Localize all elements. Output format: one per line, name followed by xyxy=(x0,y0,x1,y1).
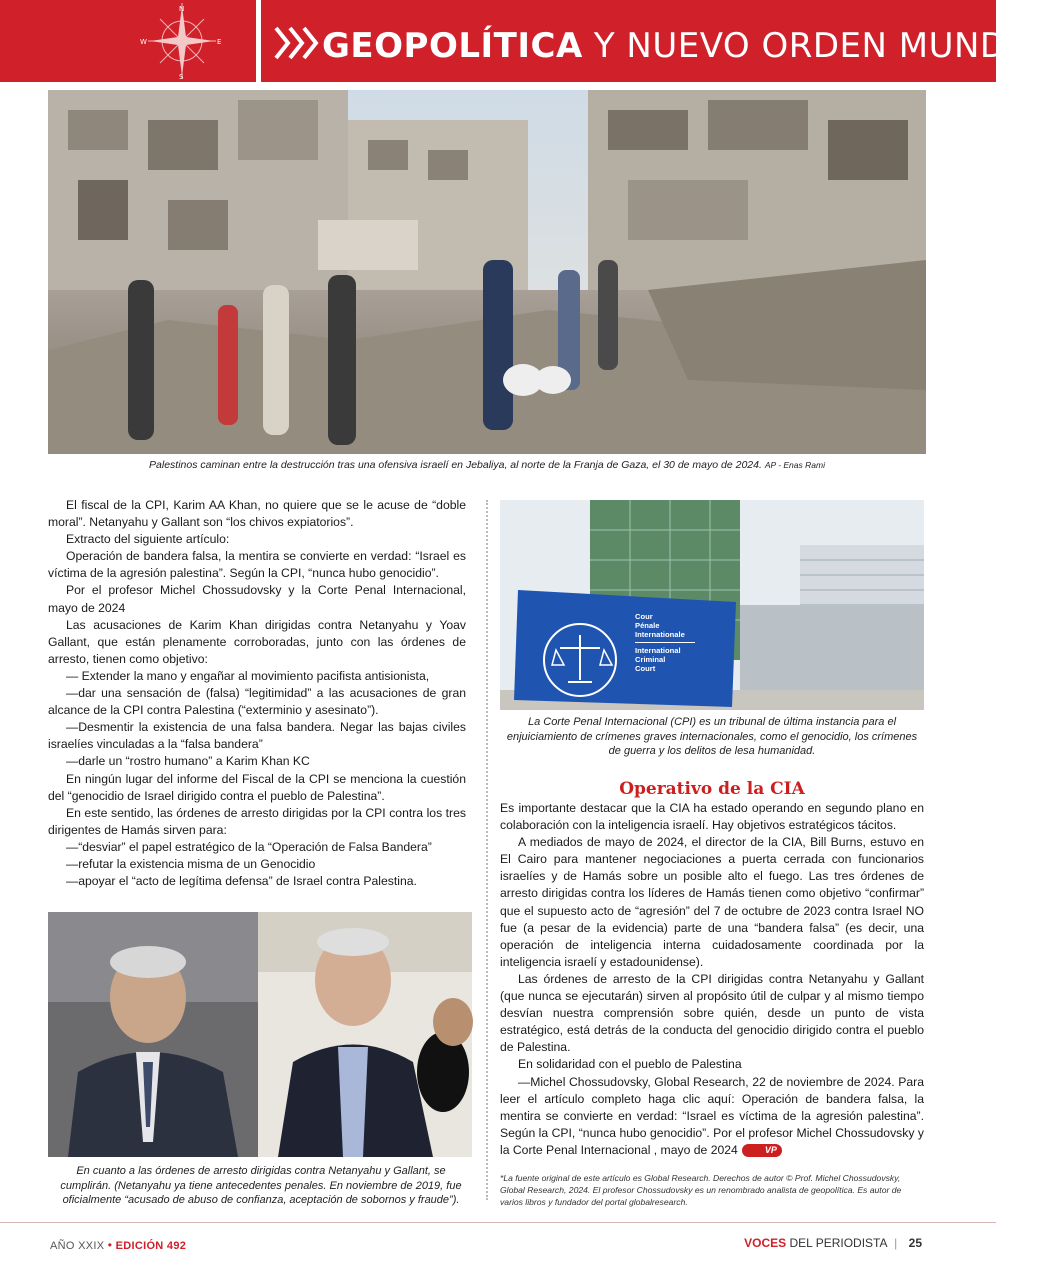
column-divider xyxy=(486,500,488,1200)
paragraph: Las órdenes de arresto de la CPI dirigidas contra Netanyahu y Gallant (que nunca se ejecutarán) sirven al propósito útil de culpar y al mismo tiempo desvían nuestra comprensión sobre quién, desde un punto de vista estratégico, está detrás de la conducta del genocidio dirigido contra el pueblo de Palestina. xyxy=(500,971,924,1055)
left-column-text xyxy=(48,497,466,890)
leaders-photo-caption: En cuanto a las órdenes de arresto dirigidas contra Netanyahu y Gallant, se cumplirán. (Netanyahu ya tiene antecedentes penales. En noviembre de 2019, fue oficialmente “acusado de abuso de confianza, aceptación de sobornos y fraude”). xyxy=(60,1165,462,1206)
page-header xyxy=(0,0,1060,82)
compass-letter-s: S xyxy=(179,73,184,81)
paragraph: En este sentido, las órdenes de arresto dirigidas por la CPI contra los tres dirigentes de Hamás sirven para: xyxy=(48,805,466,837)
icc-photo-caption: La Corte Penal Internacional (CPI) es un tribunal de última instancia para el enjuiciamiento de crímenes graves internacionales, como el genocidio, los crímenes de guerra y los delitos de lesa humanidad. xyxy=(506,716,918,757)
section-header-title xyxy=(322,22,1060,69)
footer-edition xyxy=(50,1238,186,1252)
section-heading-cia: Operativo de la CIA xyxy=(619,779,805,799)
icc-sign-line: Internationale xyxy=(635,630,685,639)
chevrons-icon xyxy=(274,26,322,60)
compass-letter-n: N xyxy=(179,5,185,13)
icc-sign-line: Pénale xyxy=(635,621,660,630)
footer-publication xyxy=(744,1236,922,1250)
paragraph: Por el profesor Michel Chossudovsky y la Corte Penal Internacional, mayo de 2024 xyxy=(48,583,466,615)
footer-rule xyxy=(0,1222,996,1223)
paragraph: Es importante destacar que la CIA ha estado operando en segundo plano en colaboración con la inteligencia israelí. Hay objetivos estratégicos tácitos. xyxy=(500,801,924,833)
page-number: 25 xyxy=(908,1236,922,1250)
source-footnote: *La fuente original de este artículo es Global Research. Derechos de autor © Prof. Michel Chossudovsky, Global Research, 2024. El profesor Chossudovsky es un renombrado analista de geopolítica. Es autor de varios libros y fundador del portal globalresearch. xyxy=(500,1173,902,1207)
compass-rose-icon xyxy=(0,0,258,82)
paragraph: —dar una sensación de (falsa) “legitimidad” a las acusaciones de gran alcance de la CPI contra Palestina (“exterminio y asesinato”). xyxy=(48,686,466,718)
footer-brand-rest: DEL PERIODISTA xyxy=(789,1236,887,1250)
footer-brand: VOCES xyxy=(744,1236,787,1250)
main-photo-caption-text: Palestinos caminan entre la destrucción tras una ofensiva israelí en Jebaliya, al norte de la Franja de Gaza, el 30 de mayo de 2024. xyxy=(149,459,762,471)
header-title-light: Y NUEVO ORDEN MUNDIAL xyxy=(593,26,1060,66)
paragraph: —“desviar” el papel estratégico de la “Operación de Falsa Bandera” xyxy=(66,839,432,854)
paragraph: —refutar la existencia misma de un Genocidio xyxy=(66,856,316,871)
icc-sign-line: Criminal xyxy=(635,655,666,664)
main-photo-caption xyxy=(48,459,926,471)
right-column-text xyxy=(500,800,924,1159)
paragraph: —apoyar el “acto de legítima defensa” de Israel contra Palestina. xyxy=(66,874,417,889)
main-photo-credit: AP - Enas Rami xyxy=(764,460,825,470)
footer-year: AÑO XXIX xyxy=(50,1240,105,1252)
icc-building-photo xyxy=(500,500,924,710)
footer-edition-number: EDICIÓN 492 xyxy=(115,1240,187,1252)
paragraph: En solidaridad con el pueblo de Palestina xyxy=(518,1057,742,1072)
icc-sign-text xyxy=(635,612,695,673)
footer-separator: | xyxy=(894,1236,898,1250)
compass-logo xyxy=(0,0,258,82)
paragraph: Las acusaciones de Karim Khan dirigidas contra Netanyahu y Yoav Gallant, que están plenamente corroboradas, junto con las órdenes de arresto, tienen como objetivo: xyxy=(48,617,466,666)
paragraph: A mediados de mayo de 2024, el director de la CIA, Bill Burns, estuvo en El Cairo para mantener negociaciones a puerta cerrada con funcionarios israelíes y de Hamás sobre un posible alto el fuego. Las tres órdenes de arresto dirigidas contra los líderes de Hamás tienen como objetivo “confirmar” que el supuesto acto de “agresión” del 7 de octubre de 2023 contra Israel NO fue (a pesar de la evidencia) parte de una “bandera falsa” (es decir, una operación de inteligencia interna cuidadosamente coordinada por la inteligencia israelí y estadounidense). xyxy=(500,835,924,969)
paragraph: —Desmentir la existencia de una falsa bandera. Negar las bajas civiles israelíes vinculadas a la “falsa bandera” xyxy=(48,720,466,752)
icc-sign-line: Cour xyxy=(635,612,653,621)
paragraph: Operación de bandera falsa, la mentira se convierte en verdad: “Israel es víctima de la agresión palestina”. Según la CPI, “nunca hubo genocidio”. xyxy=(48,549,466,581)
icc-sign-line: Court xyxy=(635,664,656,673)
paragraph: —darle un “rostro humano” a Karim Khan KC xyxy=(66,754,310,769)
closing-paragraph-text: —Michel Chossudovsky, Global Research, 22 de noviembre de 2024. Para leer el artículo completo haga clic aquí: Operación de bandera falsa, la mentira se convierte en verdad: “Israel es víctima de la agresión palestina”. Según la CPI, “nunca hubo genocidio”. Por el profesor Michel Chossudovsky y la Corte Penal Internacional , mayo de 2024 xyxy=(500,1074,924,1157)
vp-badge-icon: VP xyxy=(742,1144,782,1157)
paragraph: Extracto del siguiente artículo: xyxy=(66,532,230,547)
paragraph: El fiscal de la CPI, Karim AA Khan, no quiere que se le acuse de “doble moral”. Netanyahu y Gallant son “los chivos expiatorios”. xyxy=(48,498,466,530)
header-divider xyxy=(256,0,261,82)
footer-bullet: • xyxy=(107,1238,113,1252)
gaza-destruction-photo xyxy=(48,90,926,454)
header-title-bold: GEOPOLÍTICA xyxy=(322,26,583,66)
icc-sign-line: International xyxy=(635,646,681,655)
netanyahu-gallant-photo xyxy=(48,912,472,1157)
compass-letter-e: E xyxy=(217,38,222,46)
compass-letter-w: W xyxy=(140,38,147,46)
icc-sign-rule xyxy=(635,642,695,643)
paragraph xyxy=(500,1074,924,1159)
paragraph: — Extender la mano y engañar al movimiento pacifista antisionista, xyxy=(66,668,430,683)
paragraph: En ningún lugar del informe del Fiscal de la CPI se menciona la cuestión del “genocidio de Israel dirigido contra el pueblo de Palestina”. xyxy=(48,771,466,803)
